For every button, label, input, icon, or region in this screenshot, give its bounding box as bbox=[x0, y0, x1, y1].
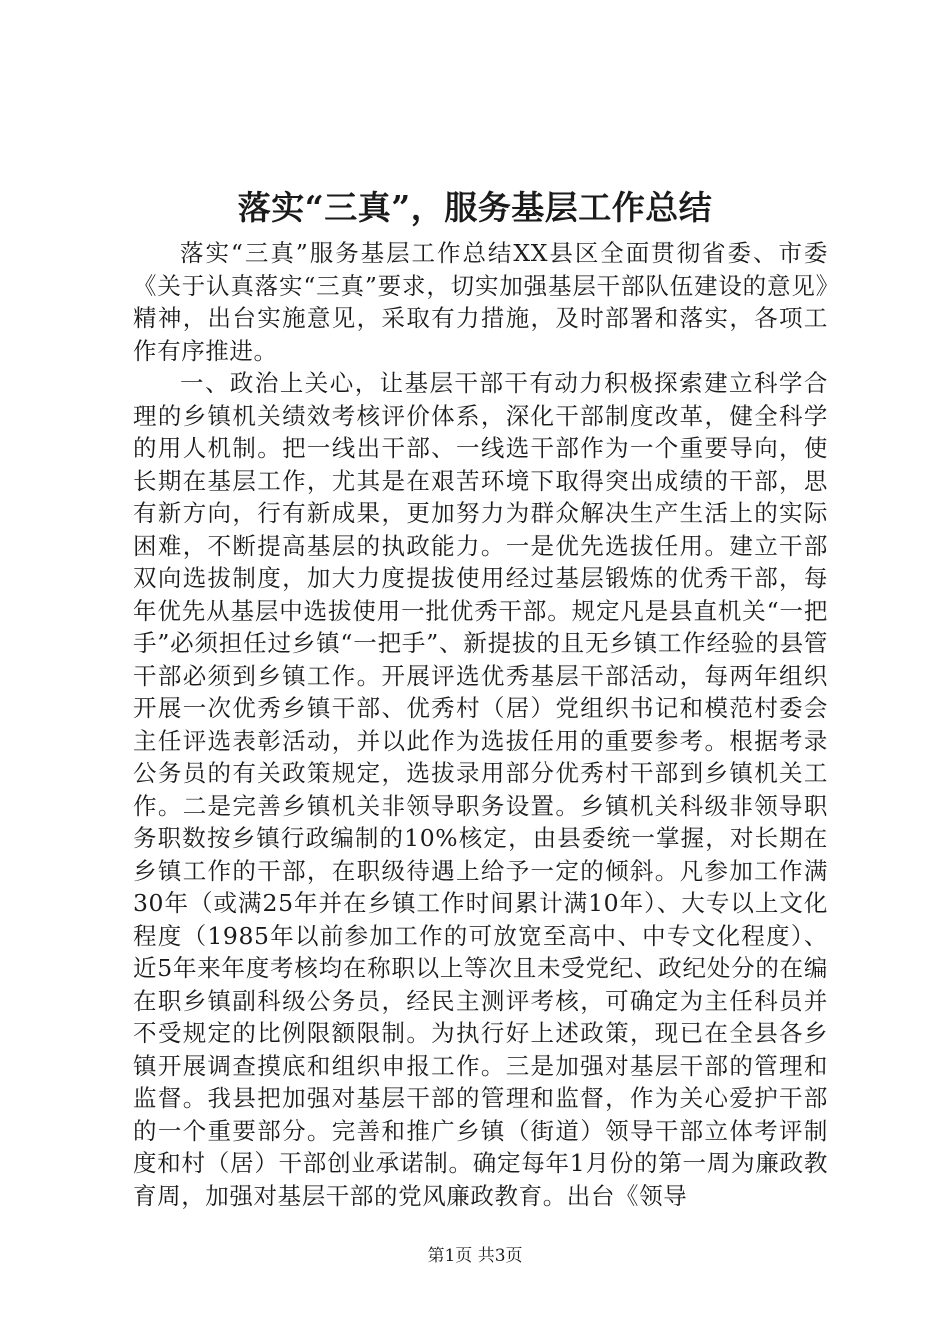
paragraph-intro: 落实“三真”服务基层工作总结XX县区全面贯彻省委、市委《关于认真落实“三真”要求，切实加强基层干部队伍建设的意见》精神，出台实施意见，采取有力措施，及时部署和落实，各项工作有序推进。 bbox=[133, 239, 828, 365]
paragraph-section-one: 一、政治上关心，让基层干部干有动力积极探索建立科学合理的乡镇机关绩效考核评价体系，深化干部制度改革，健全科学的用人机制。把一线出干部、一线选干部作为一个重要导向，使长期在基层工作，尤其是在艰苦环境下取得突出成绩的干部，思有新方向，行有新成果，更加努力为群众解决生产生活上的实际困难，不断提高基层的执政能力。一是优先选拔任用。建立干部双向选拔制度，加大力度提拔使用经过基层锻炼的优秀干部，每年优先从基层中选拔使用一批优秀干部。规定凡是县直机关“一把手”必须担任过乡镇“一把手”、新提拔的且无乡镇工作经验的县管干部必须到乡镇工作。开展评选优秀基层干部活动，每两年组织开展一次优秀乡镇干部、优秀村（居）党组织书记和模范村委会主任评选表彰活动，并以此作为选拔任用的重要参考。根据考录公务员的有关政策规定，选拔录用部分优秀村干部到乡镇机关工作。二是完善乡镇机关非领导职务设置。乡镇机关科级非领导职务职数按乡镇行政编制的10%核定，由县委统一掌握，对长期在乡镇工作的干部，在职级待遇上给予一定的倾斜。凡参加工作满30年（或满25年并在乡镇工作时间累计满10年）、大专以上文化程度（1985年以前参加工作的可放宽至高中、中专文化程度）、近5年来年度考核均在称职以上等次且未受党纪、政纪处分的在编在职乡镇副科级公务员，经民主测评考核，可确定为主任科员并不受规定的比例限额限制。为执行好上述政策，现已在全县各乡镇开展调查摸底和组织申报工作。三是加强对基层干部的管理和监督。我县把加强对基层干部的管理和监督，作为关心爱护干部的一个重要部分。完善和推广乡镇（街道）领导干部立体考评制度和村（居）干部创业承诺制。确定每年1月份的第一周为廉政教育周，加强对基层干部的党风廉政教育。出台《领导 bbox=[133, 369, 828, 1210]
document-title: 落实“三真”，服务基层工作总结 bbox=[237, 188, 713, 227]
document-body bbox=[133, 237, 828, 1212]
page-number-footer: 第1页 共3页 bbox=[427, 1246, 523, 1266]
